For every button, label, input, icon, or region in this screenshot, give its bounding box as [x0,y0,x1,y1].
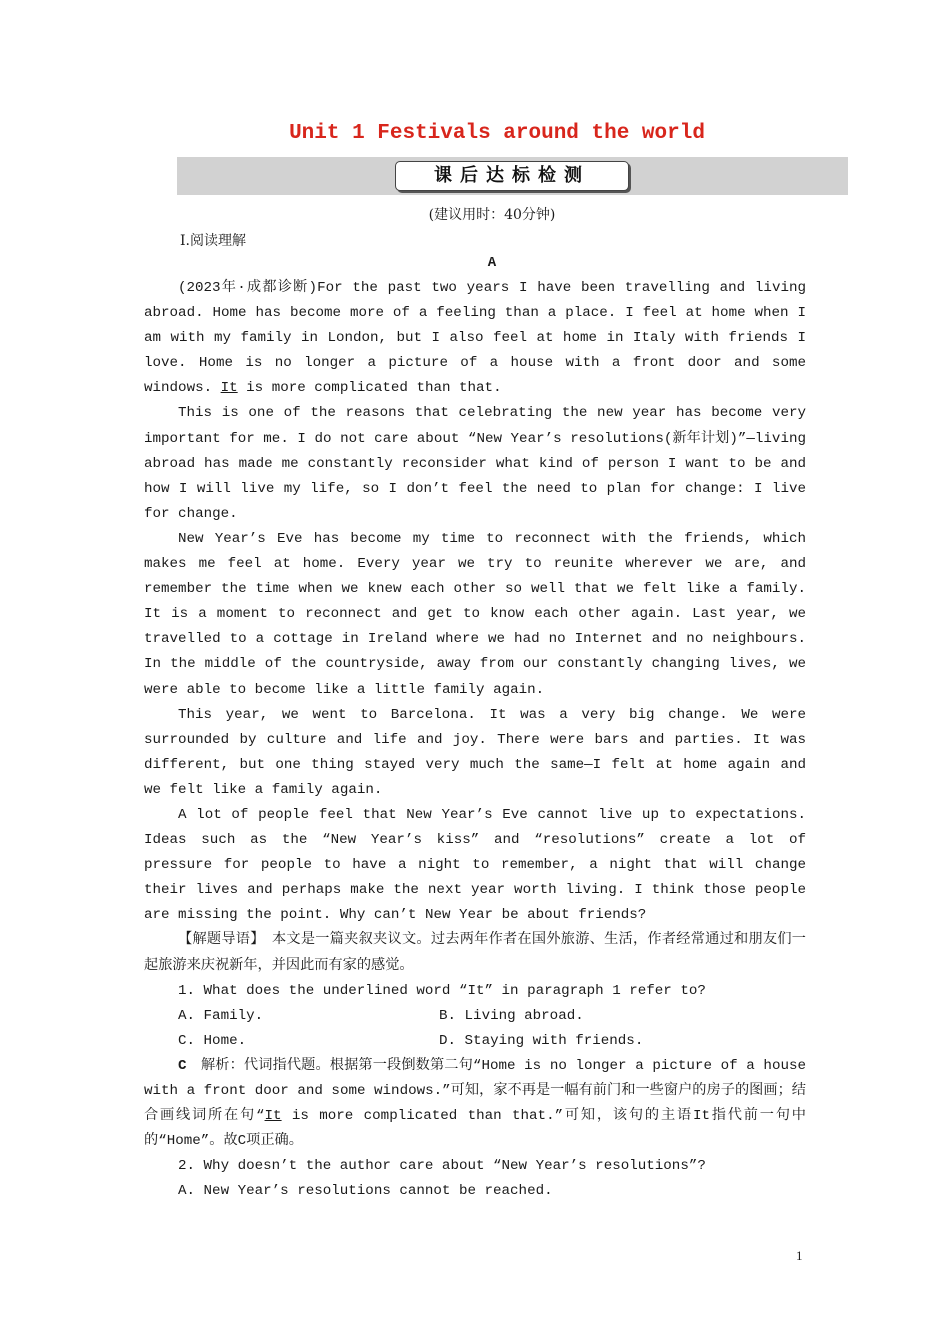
option-d: D. Staying with friends. [439,1032,644,1049]
suggested-time: (建议用时：40分钟) [428,207,556,223]
option-b: B. Living abroad. [439,1007,584,1024]
question-1-options-row-2 [144,1029,806,1054]
question-2-option-a: A. New Year’s resolutions cannot be reached. [178,1183,553,1200]
section-heading: Ⅰ.阅读理解 [180,233,246,249]
question-1: 1. What does the underlined word “It” in paragraph 1 refer to? [178,982,706,999]
underlined-word: It [220,380,238,397]
question-2: 2. Why doesn’t the author care about “New Year’s resolutions”? [178,1158,706,1175]
answer-1: C 解析：代词指代题。根据第一段倒数第二句“Home is no longer a picture of a house with a front door and some windows.”可知，家不再是一幅有前门和一些窗户的房子的图画；结合画线词所在句“It is more complicated than that.”可知，该句的主语It指代前一句中的“Home”。故C项正确。 [144,1057,806,1150]
source-note: (2023年·成都诊断) [178,280,318,296]
option-c: C. Home. [178,1032,247,1049]
option-a: A. Family. [178,1007,264,1024]
paragraph-5: A lot of people feel that New Year’s Eve cannot live up to expectations. Ideas such as the “New Year’s kiss” and “resolutions” create a lot of pressure for people to have a night to remember, a night that will change their lives and perhaps make the next year worth living. I think those people are missing the point. Why can’t New Year be about friends? [144,806,806,924]
guide-label: 【解题导语】 [178,932,258,949]
underlined-word-ref: It [264,1108,282,1125]
paragraph-3: New Year’s Eve has become my time to reconnect with the friends, which makes me feel at home. Every year we try to reunite wherever we are, and remember the time when we knew each other so well that we felt like a family. It is a moment to reconnect and get to know each other again. Last year, we travelled to a cottage in Ireland where we had no Internet and no neighbours. In the middle of the countryside, away from our constantly changing lives, we were able to become like a little family again. [144,530,806,698]
banner-label: 课后达标检测 [395,161,629,191]
page-number: 1 [796,1248,803,1263]
answer-letter: C [178,1057,187,1074]
paragraph-2: This is one of the reasons that celebrating the new year has become very important for me. I do not care about “New Year’s resolutions(新年计划)”—living abroad has made me constantly reconsider what kind of person I want to be and how I will live my life, so I don’t feel the need to plan for change: I live for change. [144,405,806,522]
guide-note: 【解题导语】 本文是一篇夹叙夹议文。过去两年作者在国外旅游、生活，作者经常通过和朋友们一起旅游来庆祝新年，并因此而有家的感觉。 [144,932,806,974]
section-banner [177,157,848,195]
paragraph-4: This year, we went to Barcelona. It was a very big change. We were surrounded by culture and life and joy. There were bars and parties. It was different, but one thing stayed very much the same—I felt at home again and we felt like a family again. [144,706,806,798]
passage-label: A [487,255,497,271]
unit-title: Unit 1 Festivals around the world [289,122,705,145]
question-1-options-row-1 [144,1004,806,1029]
passage-body [144,276,806,1204]
paragraph-1: (2023年·成都诊断)For the past two years I have been travelling and living abroad. Home has become more of a feeling than a place. I feel at home when I am with my family in London, but I also feel at home in Italy with friends I love. Home is no longer a picture of a house with a front door and some windows. It is more complicated than that. [144,280,807,397]
